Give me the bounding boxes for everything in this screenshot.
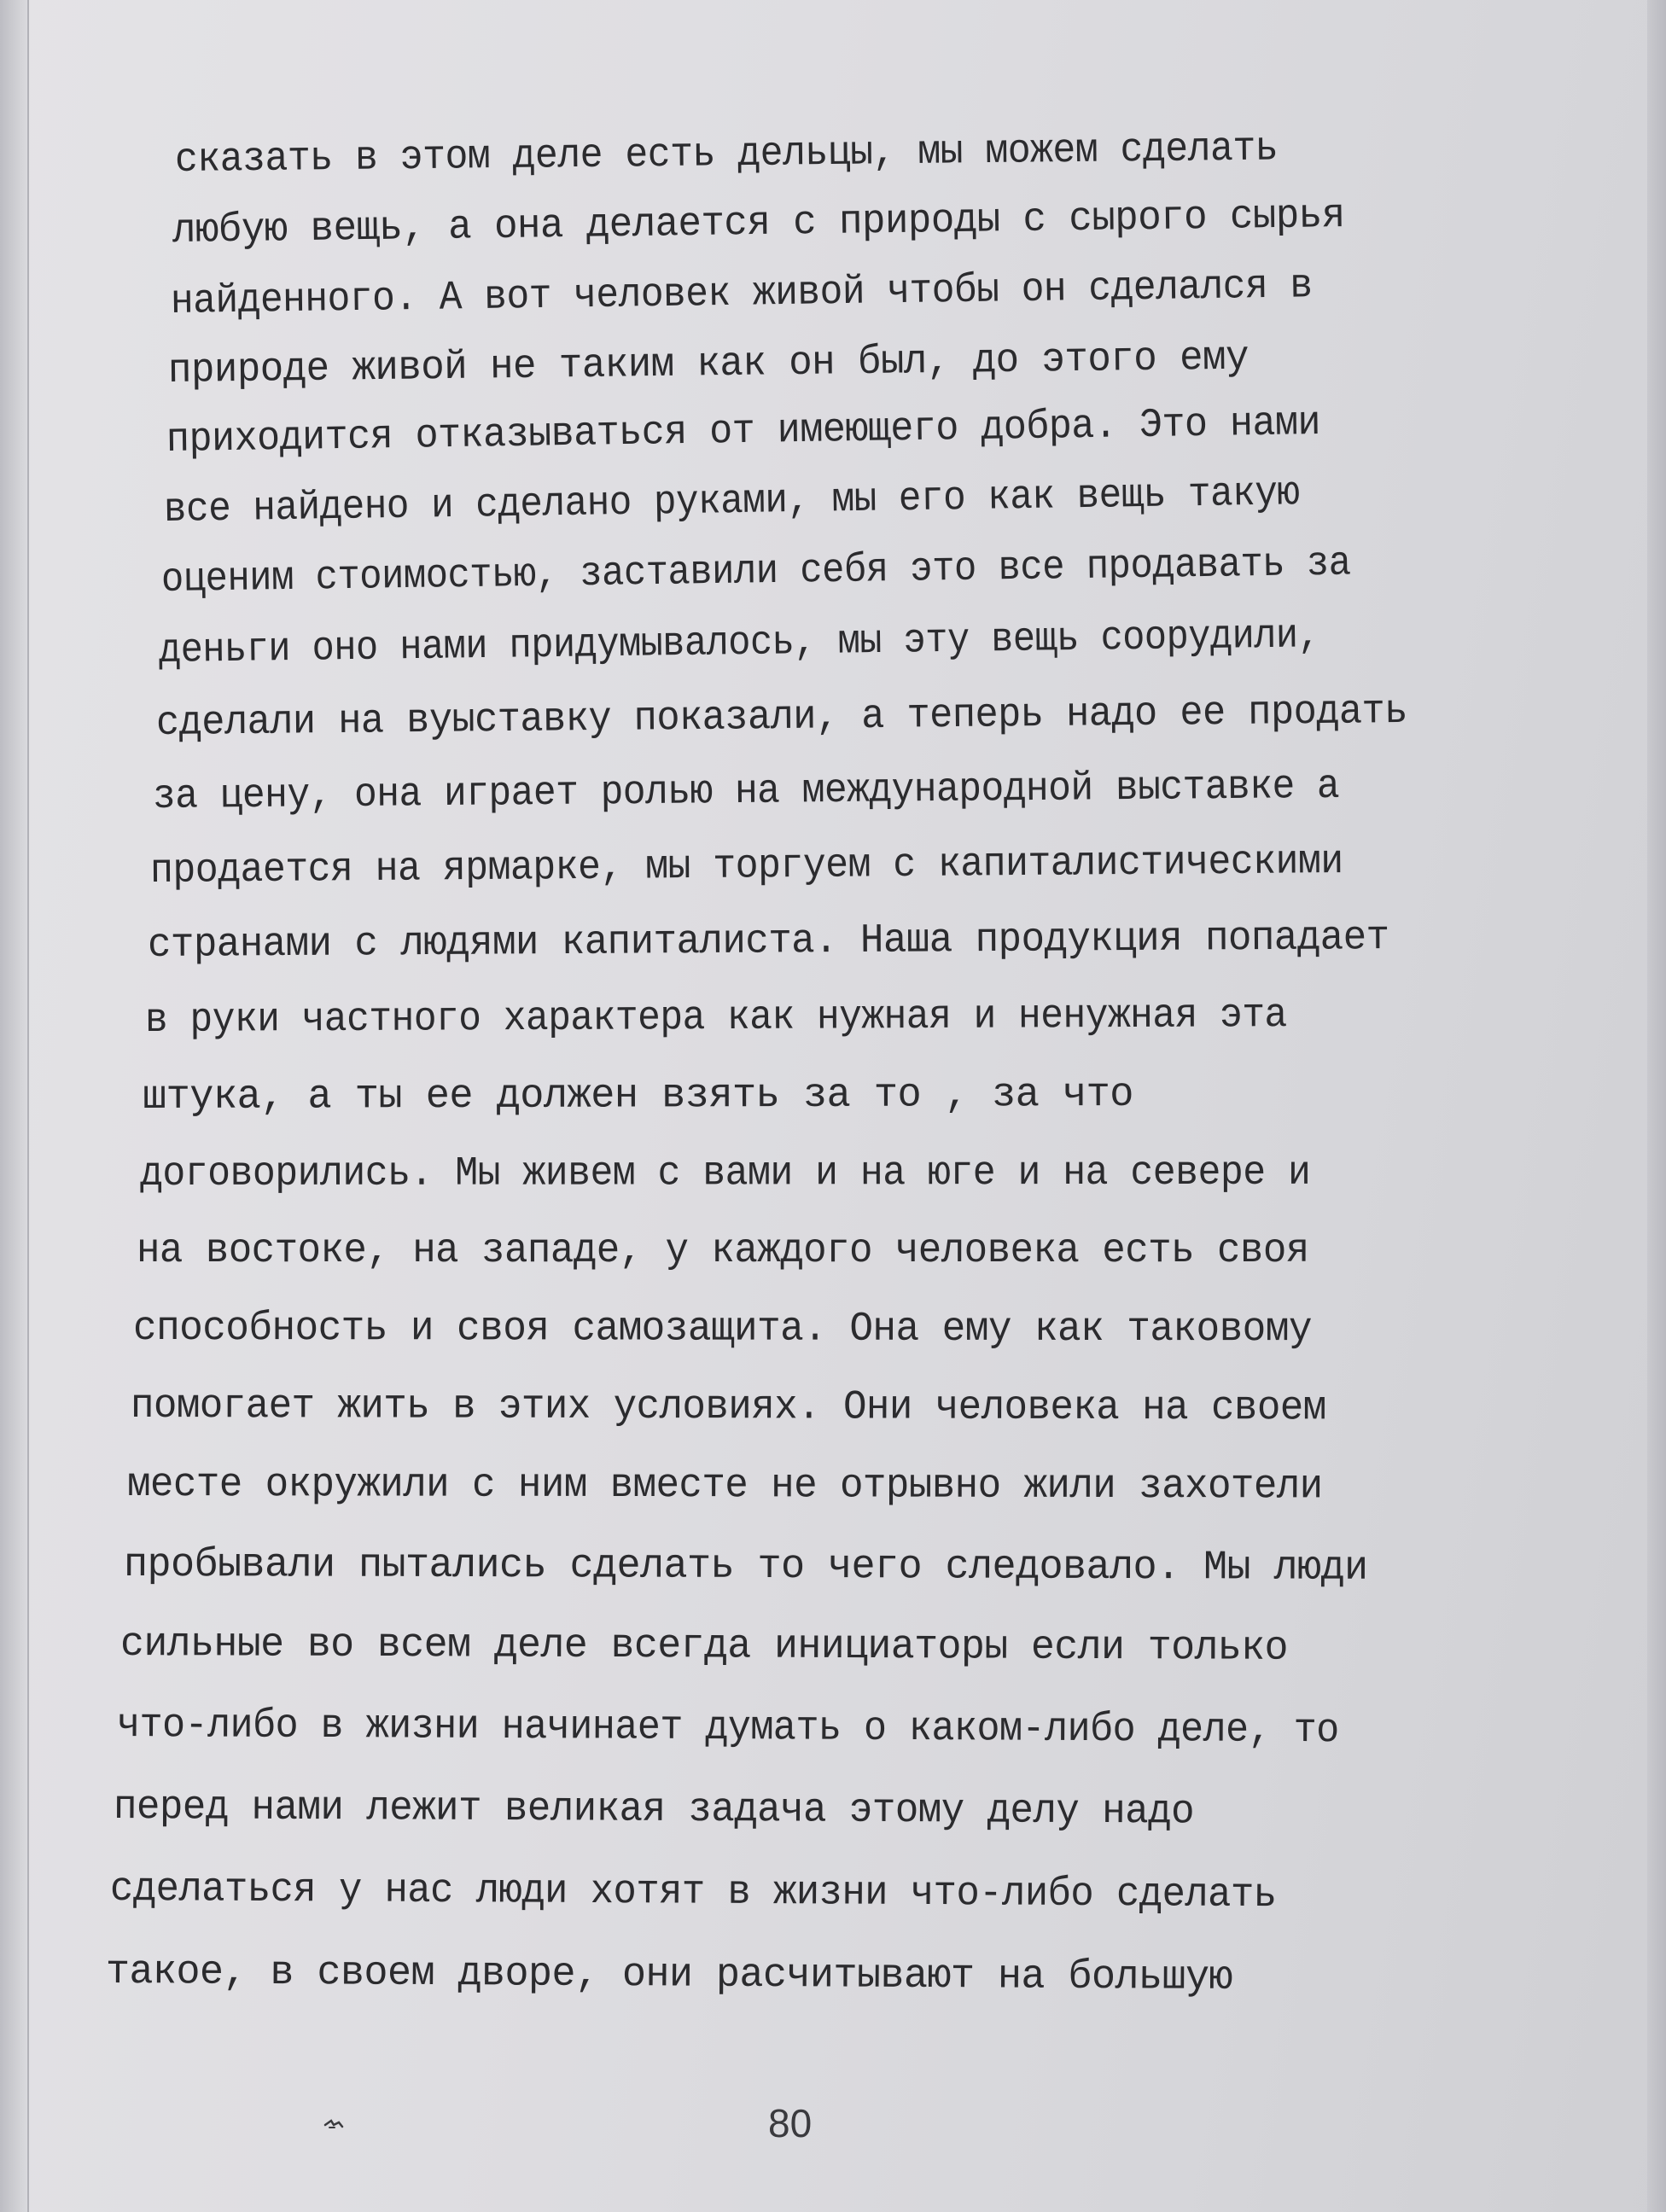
text-line: сильные во всем деле всегда инициаторы если только [119,1621,1289,1672]
text-line: сделали на вуыставку показали, а теперь надо ее продать [155,688,1408,747]
text-line: на востоке, на западе, у каждого человека есть своя [137,1228,1309,1274]
text-line: договорились. Мы живем с вами и на юге и на севере и [139,1150,1311,1197]
text-line: перед нами лежит великая задача этому делу надо [113,1784,1195,1836]
text-line: деньги оно нами придумывалось, мы эту вещь соорудили, [158,613,1320,674]
text-line: сделаться у нас люди хотят в жизни что-либо сделать [109,1866,1277,1919]
text-line: в руки частного характера как нужная и ненужная эта [144,992,1287,1044]
text-line: пробывали пытались сделать то чего следовало. Мы люди [123,1542,1368,1592]
ink-smudge-mark [323,2115,345,2132]
text-line: сказать в этом деле есть дельцы, мы можем сделать [174,125,1279,183]
text-line: помогает жить в этих условиях. Они человека на своем [130,1383,1326,1432]
text-line: все найдено и сделано руками, мы его как вещь такую [163,470,1300,533]
text-line: такое, в своем дворе, они расчитывают на большую [105,1949,1233,2001]
text-line: что-либо в жизни начинает думать о каком-либо деле, то [116,1703,1339,1755]
text-line: приходится отказываться от имеющего добра. Это нами [166,399,1321,463]
text-line: штука, а ты ее должен взять за то , за что [142,1071,1133,1121]
text-line: месте окружили с ним вместе не отрывно жили захотели [126,1462,1323,1511]
text-line: найденного. А вот человек живой чтобы он сделался в [170,263,1314,325]
text-line: оценим стоимостью, заставили себя это все продавать за [160,540,1351,603]
page-number: 80 [768,2101,813,2145]
text-line: любую вещь, а она делается с природы с сырого сырья [172,193,1345,254]
text-line: продается на ярмарке, мы торгуем с капиталистическими [149,839,1343,894]
text-line: способность и своя самозащита. Она ему как таковому [132,1306,1312,1353]
text-line: за цену, она играет ролью на международной выставке а [152,763,1340,820]
text-line: природе живой не таким как он был, до этого ему [167,335,1250,394]
text-line: странами с людями капиталиста. Наша продукция попадает [147,915,1389,969]
